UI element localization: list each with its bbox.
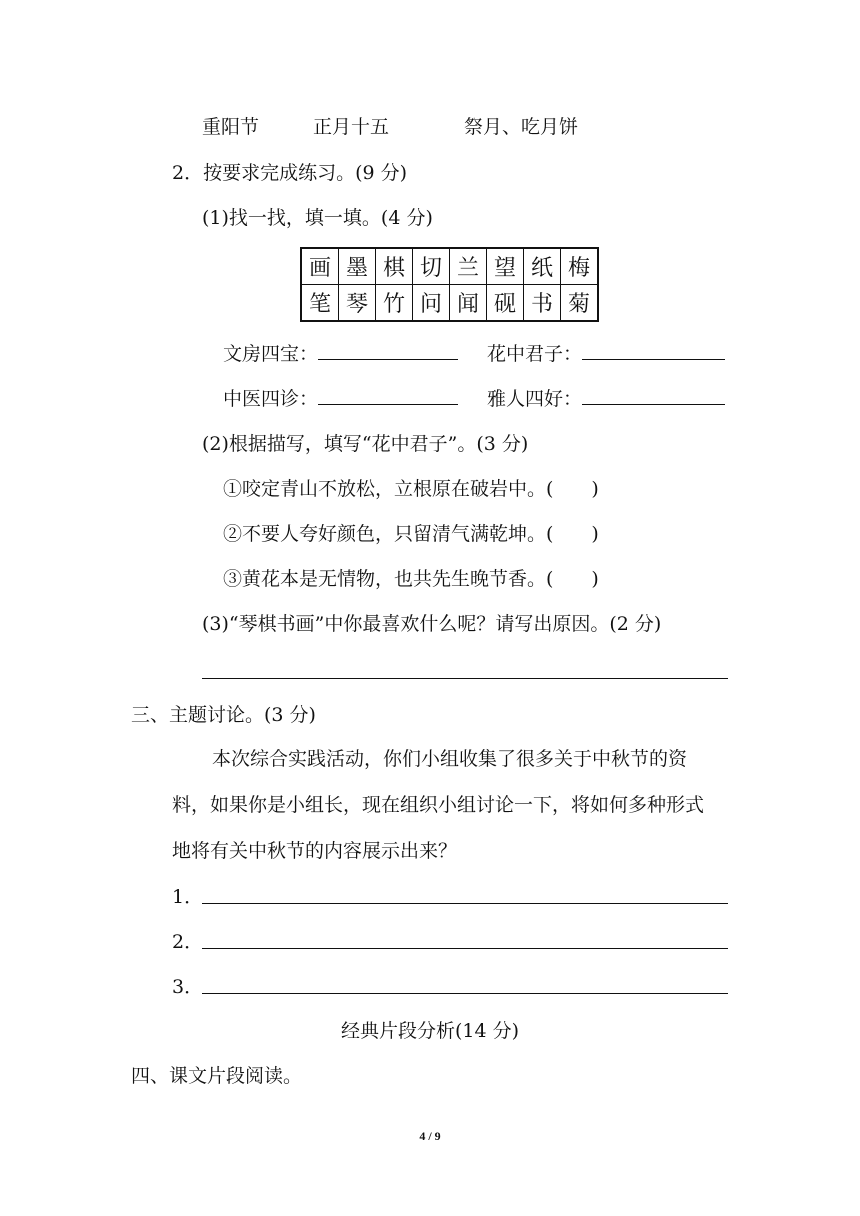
grid-cell: 菊 xyxy=(561,285,599,322)
answer-number: 1． xyxy=(172,886,204,908)
label-flower-gentlemen: 花中君子： xyxy=(487,343,583,365)
grid-cell: 纸 xyxy=(524,248,561,285)
section-3-paragraph-line: 地将有关中秋节的内容展示出来？ xyxy=(172,840,458,862)
grid-cell: 墨 xyxy=(339,248,376,285)
grid-cell: 砚 xyxy=(487,285,524,322)
grid-cell: 笔 xyxy=(301,285,339,322)
top-row-item-2: 正月十五 xyxy=(313,116,390,138)
answer-blank[interactable] xyxy=(582,341,725,360)
answer-line[interactable] xyxy=(202,948,728,949)
poem-item-1: ①咬定青山不放松，立根原在破岩中。( ) xyxy=(223,478,599,500)
question-2-part-1-heading: (1)找一找，填一填。(4 分) xyxy=(202,207,433,229)
poem-item-3: ③黄花本是无情物，也共先生晚节香。( ) xyxy=(223,568,599,590)
answer-number: 3． xyxy=(172,976,204,998)
label-scholar-hobbies: 雅人四好： xyxy=(487,388,583,410)
grid-cell: 问 xyxy=(413,285,450,322)
fill-row-1-right xyxy=(487,341,725,367)
fill-row-2-left xyxy=(223,386,458,412)
fill-row-1-left xyxy=(223,341,458,367)
grid-cell: 棋 xyxy=(376,248,413,285)
label-diagnostic-methods: 中医四诊： xyxy=(223,388,319,410)
page-number: 4 / 9 xyxy=(419,1129,441,1143)
section-3-heading: 三、主题讨论。(3 分) xyxy=(131,704,316,726)
label-study-treasures: 文房四宝： xyxy=(223,343,319,365)
grid-cell: 切 xyxy=(413,248,450,285)
answer-blank[interactable] xyxy=(318,341,458,360)
answer-number: 2． xyxy=(172,931,204,953)
question-2-part-3-heading: (3)“琴棋书画”中你最喜欢什么呢？请写出原因。(2 分) xyxy=(202,613,662,635)
answer-blank[interactable] xyxy=(582,386,725,405)
grid-cell: 闻 xyxy=(450,285,487,322)
question-2-part-2-heading: (2)根据描写，填写“花中君子”。(3 分) xyxy=(202,433,529,455)
grid-cell: 书 xyxy=(524,285,561,322)
grid-cell: 梅 xyxy=(561,248,599,285)
answer-line[interactable] xyxy=(202,903,728,904)
answer-line[interactable] xyxy=(202,993,728,994)
section-4-heading: 四、课文片段阅读。 xyxy=(131,1065,303,1087)
poem-item-2: ②不要人夸好颜色，只留清气满乾坤。( ) xyxy=(223,523,599,545)
section-title: 经典片段分析(14 分) xyxy=(340,1020,520,1042)
grid-cell: 竹 xyxy=(376,285,413,322)
character-grid-row xyxy=(301,248,598,285)
top-row-item-1: 重阳节 xyxy=(202,116,260,138)
grid-cell: 画 xyxy=(301,248,339,285)
character-grid-row xyxy=(301,285,598,322)
answer-blank[interactable] xyxy=(318,386,458,405)
answer-line[interactable] xyxy=(202,678,728,679)
top-row-item-3: 祭月、吃月饼 xyxy=(464,116,579,138)
fill-row-2-right xyxy=(487,386,725,412)
question-2-heading: 2．按要求完成练习。(9 分) xyxy=(172,162,408,184)
character-grid xyxy=(300,247,599,322)
grid-cell: 兰 xyxy=(450,248,487,285)
grid-cell: 望 xyxy=(487,248,524,285)
grid-cell: 琴 xyxy=(339,285,376,322)
section-3-paragraph-line: 料，如果你是小组长，现在组织小组讨论一下，将如何多种形式 xyxy=(172,794,705,816)
section-3-paragraph-line: 本次综合实践活动，你们小组收集了很多关于中秋节的资 xyxy=(212,748,688,770)
